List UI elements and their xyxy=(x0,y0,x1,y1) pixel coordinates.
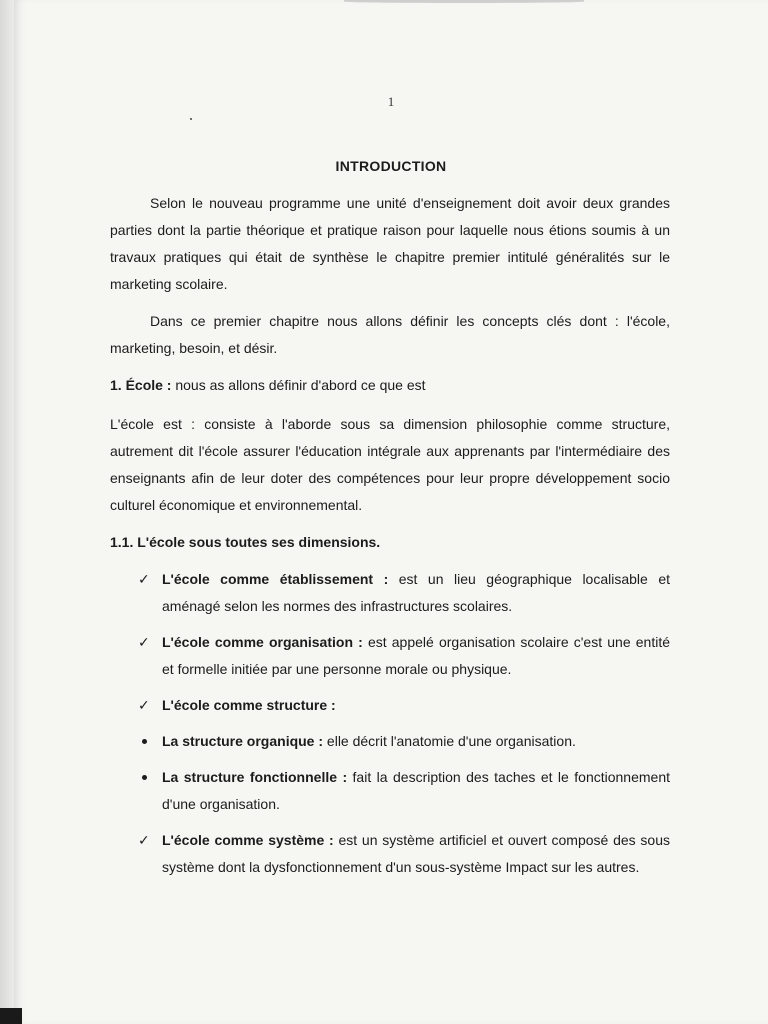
section-heading-label: 1. École : xyxy=(110,377,172,393)
list-item-label: L'école comme organisation : xyxy=(162,634,363,650)
list-item xyxy=(110,629,670,683)
document-body xyxy=(110,190,670,890)
list-item xyxy=(110,728,670,755)
list-item xyxy=(110,764,670,818)
checkmark-icon: ✓ xyxy=(138,571,150,587)
bullet-icon xyxy=(142,775,147,780)
scan-shadow xyxy=(344,0,584,3)
section-heading xyxy=(110,372,670,399)
list-item xyxy=(110,566,670,620)
page-edge-left xyxy=(0,0,14,1024)
list-item-label: La structure organique : xyxy=(162,733,324,749)
checkmark-icon: ✓ xyxy=(138,697,150,713)
checkmark-icon: ✓ xyxy=(138,832,150,848)
page-number: 1 xyxy=(387,94,395,109)
list-item-label: La structure fonctionnelle : xyxy=(162,769,348,785)
list-item-text: est un système artificiel et ouvert composé des sous système dont la dysfonctionnement d'un sous-système Impact sur les autres. xyxy=(162,832,670,875)
section-heading-text: nous as allons définir d'abord ce que est xyxy=(171,377,426,393)
document-page xyxy=(14,0,768,1024)
definition-paragraph: L'école est : consiste à l'aborde sous sa dimension philosophie comme structure, autrement dit l'école assurer l'éducation intégrale aux apprenants par l'intermédiaire des enseignants afin de leur doter des compétences pour leur propre développement socio culturel économique et environnemental. xyxy=(110,416,670,513)
subsection-heading: 1.1. L'école sous toutes ses dimensions. xyxy=(110,534,381,550)
list-item-label: L'école comme établissement : xyxy=(162,571,389,587)
intro-paragraph-1: Selon le nouveau programme une unité d'enseignement doit avoir deux grandes parties dont la partie théorique et pratique raison pour laquelle nous étions soumis à un travaux pratiques qui était de synthèse le chapitre premier intitulé généralités sur le marketing scolaire. xyxy=(110,195,670,292)
list-item-text: elle décrit l'anatomie d'une organisation. xyxy=(323,733,576,749)
intro-paragraph-2: Dans ce premier chapitre nous allons définir les concepts clés dont : l'école, marketing, besoin, et désir. xyxy=(110,313,670,356)
list-item-text: est un lieu géographique localisable et aménagé selon les normes des infrastructures scolaires. xyxy=(162,571,670,614)
list-item-text: est appelé organisation scolaire c'est une entité et formelle initiée par une personne morale ou physique. xyxy=(162,634,671,677)
list-item xyxy=(110,692,670,719)
checkmark-icon: ✓ xyxy=(138,634,150,650)
list-item xyxy=(110,827,670,881)
list-item-label: L'école comme structure : xyxy=(162,697,336,713)
scan-speck xyxy=(190,118,192,120)
page-title: INTRODUCTION xyxy=(335,158,447,174)
scan-corner-mark xyxy=(0,1008,22,1024)
list-item-label: L'école comme système : xyxy=(162,832,334,848)
list-item-text: fait la description des taches et le fonctionnement d'une organisation. xyxy=(162,769,670,812)
bullet-icon xyxy=(142,739,147,744)
